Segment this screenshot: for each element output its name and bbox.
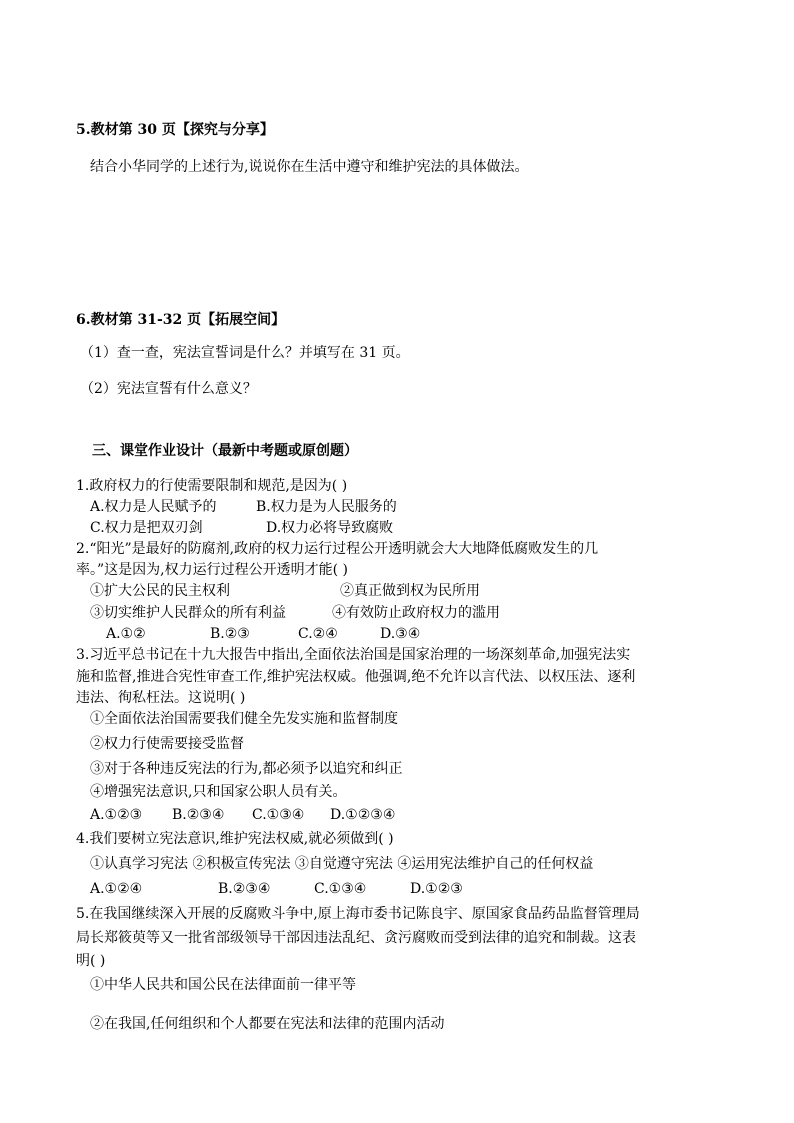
question-5-statement-1: ①中华人民共和国公民在法律面前一律平等 bbox=[90, 977, 356, 993]
question-1-option-b: B.权力是为人民服务的 bbox=[256, 499, 397, 515]
section-6-question-2: （2）宪法宣誓有什么意义？ bbox=[80, 381, 257, 397]
question-3-stem-line-2: 施和监督,推进合宪性审查工作,维护宪法权威。他强调,绝不允许以言代法、以权压法、逐利 bbox=[76, 669, 636, 685]
question-3-option-b: B.②③④ bbox=[172, 807, 225, 823]
question-5-stem-line-3: 明( ) bbox=[76, 953, 106, 969]
question-3-stem-line-3: 违法、徇私枉法。这说明( ) bbox=[76, 690, 246, 706]
question-5-statement-2: ②在我国,任何组织和个人都要在宪法和法律的范围内活动 bbox=[90, 1016, 445, 1032]
question-3-stem-line-1: 3.习近平总书记在十九大报告中指出,全面依法治国是国家治理的一场深刻革命,加强宪法实 bbox=[76, 647, 631, 663]
question-5-stem-line-1: 5.在我国继续深入开展的反腐败斗争中,原上海市委书记陈良宇、原国家食品药品监督管理局 bbox=[76, 906, 640, 922]
question-1-option-d: D.权力必将导致腐败 bbox=[266, 520, 394, 536]
question-4-option-c: C.①③④ bbox=[314, 881, 367, 897]
question-2-stem-line-1: 2.“阳光”是最好的防腐剂,政府的权力运行过程公开透明就会大大地降低腐败发生的几 bbox=[76, 541, 599, 557]
section-5-heading: 5.教材第 30 页【探究与分享】 bbox=[76, 122, 274, 138]
question-2-stem-line-2: 率。”这是因为,权力运行过程公开透明才能( ) bbox=[76, 562, 348, 578]
question-2-statement-2: ②真正做到权为民所用 bbox=[340, 583, 480, 599]
question-4-statements: ①认真学习宪法 ②积极宣传宪法 ③自觉遵守宪法 ④运用宪法维护自己的任何权益 bbox=[90, 856, 594, 872]
section-6-heading: 6.教材第 31-32 页【拓展空间】 bbox=[76, 312, 286, 328]
question-4-option-b: B.②③④ bbox=[218, 881, 271, 897]
question-2-option-c: C.②④ bbox=[298, 626, 338, 642]
section-6-question-1: （1）查一查，宪法宣誓词是什么？并填写在 31 页。 bbox=[80, 345, 410, 361]
question-3-option-a: A.①②③ bbox=[90, 807, 143, 823]
question-3-option-d: D.①②③④ bbox=[330, 807, 396, 823]
question-3-statement-3: ③对于各种违反宪法的行为,都必须予以追究和纠正 bbox=[90, 761, 403, 777]
question-3-statement-4: ④增强宪法意识,只和国家公职人员有关。 bbox=[90, 784, 347, 800]
question-4-stem: 4.我们要树立宪法意识,维护宪法权威,就必须做到( ) bbox=[76, 831, 394, 847]
question-4-option-d: D.①②③ bbox=[410, 881, 463, 897]
question-2-statement-1: ①扩大公民的民主权利 bbox=[90, 583, 230, 599]
question-2-option-d: D.③④ bbox=[380, 626, 421, 642]
question-1-option-a: A.权力是人民赋予的 bbox=[90, 499, 217, 515]
question-5-stem-line-2: 局长郑筱萸等又一批省部级领导干部因违法乱纪、贪污腐败而受到法律的追究和制裁。这表 bbox=[76, 930, 636, 946]
question-3-option-c: C.①③④ bbox=[252, 807, 305, 823]
section-5-text: 结合小华同学的上述行为,说说你在生活中遵守和维护宪法的具体做法。 bbox=[90, 159, 529, 175]
question-3-statement-2: ②权力行使需要接受监督 bbox=[90, 736, 244, 752]
section-3-heading: 三、课堂作业设计（最新中考题或原创题） bbox=[92, 443, 358, 459]
question-2-option-a: A.①② bbox=[106, 626, 146, 642]
question-2-option-b: B.②③ bbox=[210, 626, 250, 642]
question-4-option-a: A.①②④ bbox=[90, 881, 143, 897]
question-1-option-c: C.权力是把双刃剑 bbox=[90, 520, 203, 536]
question-3-statement-1: ①全面依法治国需要我们健全先发实施和监督制度 bbox=[90, 711, 398, 727]
question-2-statement-3: ③切实维护人民群众的所有利益 bbox=[90, 605, 286, 621]
question-1-stem: 1.政府权力的行使需要限制和规范,是因为( ) bbox=[76, 478, 348, 494]
question-2-statement-4: ④有效防止政府权力的滥用 bbox=[332, 605, 500, 621]
